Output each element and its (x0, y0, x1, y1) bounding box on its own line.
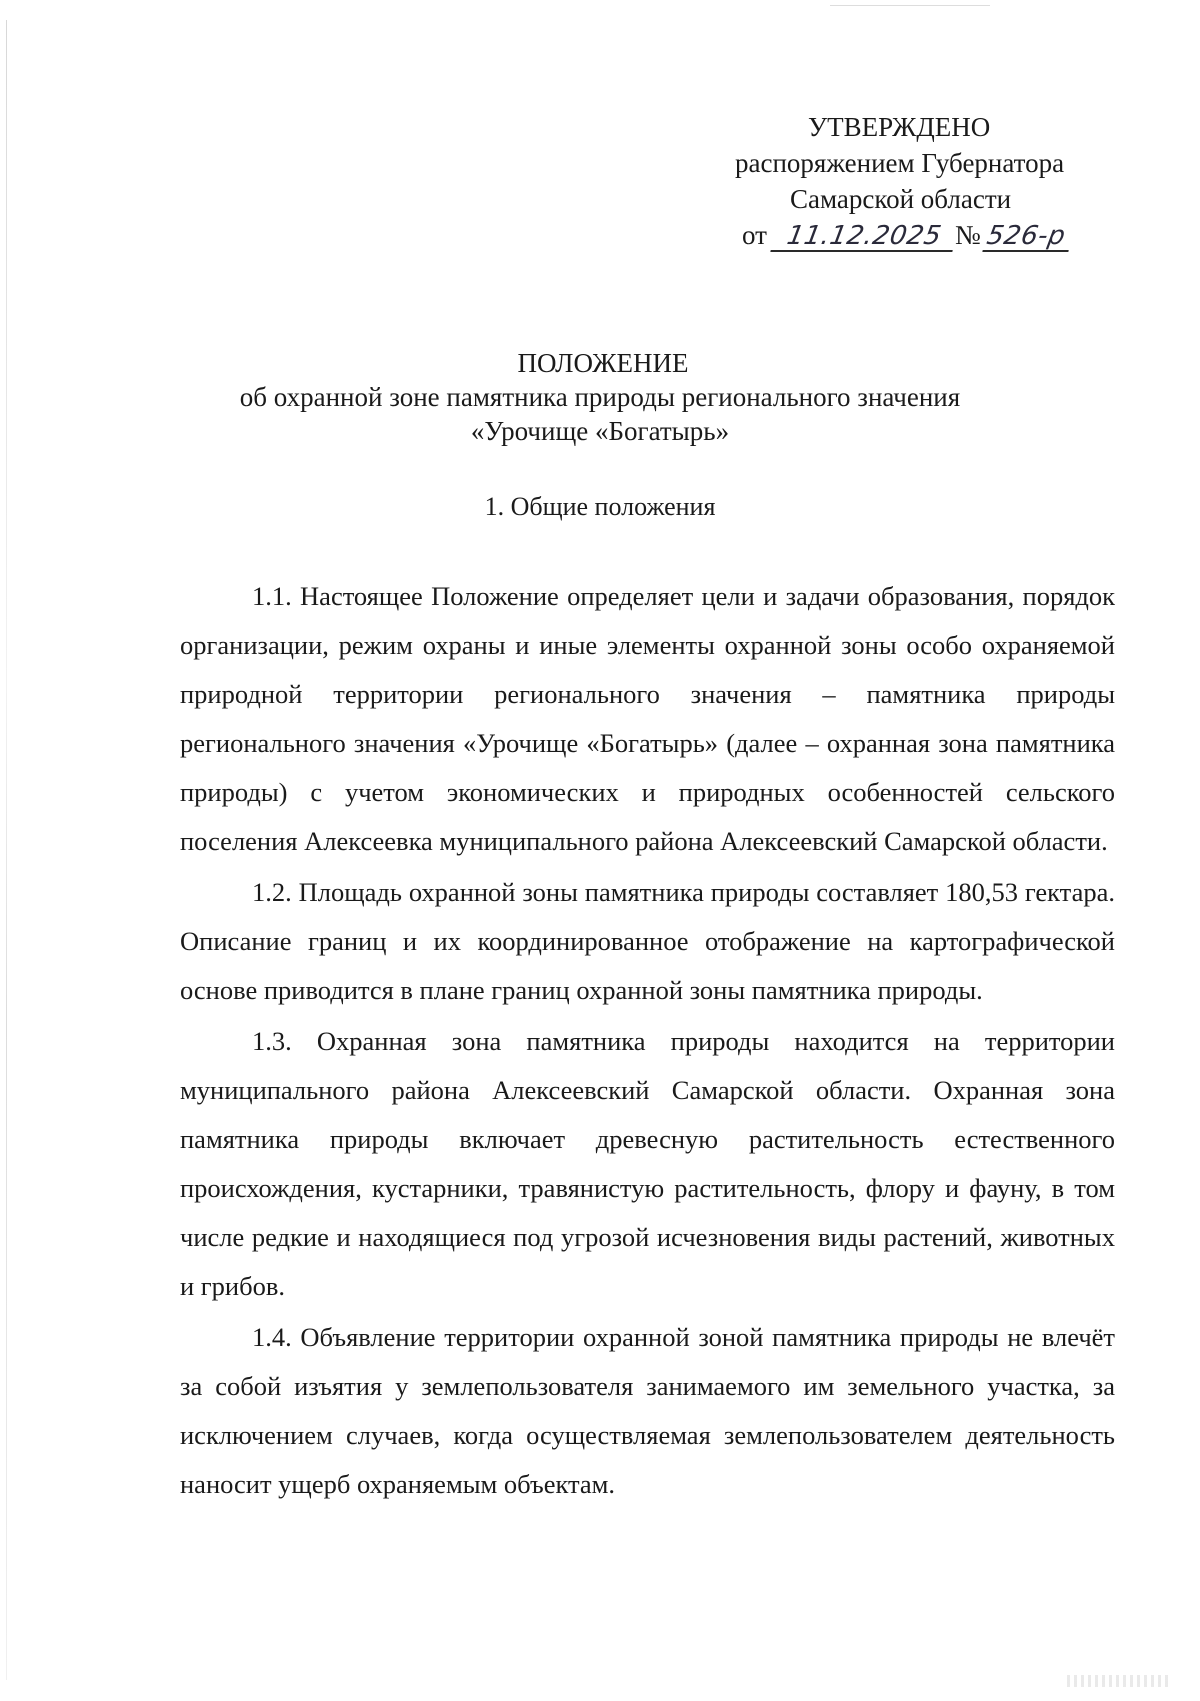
scan-edge-artifact (6, 20, 7, 1680)
document-subtitle-line-1: об охранной зоне памятника природы регионального значения (239, 382, 961, 412)
approval-title: УТВЕРЖДЕНО (808, 112, 991, 142)
scan-footer-artifact (1067, 1675, 1172, 1687)
approval-date-number (742, 218, 1071, 253)
handwritten-date: 11.12.2025 (770, 222, 957, 252)
approval-region: Самарской области (790, 184, 1012, 214)
paragraph-1-2: 1.2. Площадь охранной зоны памятника природы составляет 180,53 гектара. Описание границ и их координированное отображение на картографической основе приводится в плане границ охранной зоны памятника природы. (180, 877, 1115, 1005)
document-subtitle-line-2: «Урочище «Богатырь» (470, 416, 730, 446)
handwritten-number: 526-р (982, 222, 1073, 252)
document-title-block (0, 346, 1200, 448)
paragraph-1-1: 1.1. Настоящее Положение определяет цели и задачи образования, порядок организации, режим охраны и иные элементы охранной зоны особо охраняемой природной территории регионального значения – памятника природы регионального значения «Урочище «Богатырь» (далее – охранная зона памятника природы) с учетом экономических и природных особенностей сельского поселения Алексеевка муниципального района Алексеевский Самарской области. (180, 581, 1115, 856)
paragraph-1-4: 1.4. Объявление территории охранной зоной памятника природы не влечёт за собой изъятия у землепользователя занимаемого им земельного участка, за исключением случаев, когда осуществляемая землепользователем деятельность наносит ущерб охраняемым объектам. (180, 1322, 1115, 1499)
scan-top-artifact (830, 5, 990, 6)
document-body (180, 572, 1115, 1511)
number-prefix: № (954, 220, 981, 250)
approval-issuer: распоряжением Губернатора (735, 148, 1065, 178)
section-heading: 1. Общие положения (484, 492, 716, 521)
paragraph-1-3: 1.3. Охранная зона памятника природы находится на территории муниципального района Алексеевский Самарской области. Охранная зона памятника природы включает древесную растительность естественного происхождения, кустарники, травянистую растительность, флору и фауну, в том числе редкие и находящиеся под угрозой исчезновения виды растений, животных и грибов. (180, 1026, 1115, 1301)
document-title: ПОЛОЖЕНИЕ (517, 348, 689, 378)
date-prefix: от (742, 220, 767, 250)
